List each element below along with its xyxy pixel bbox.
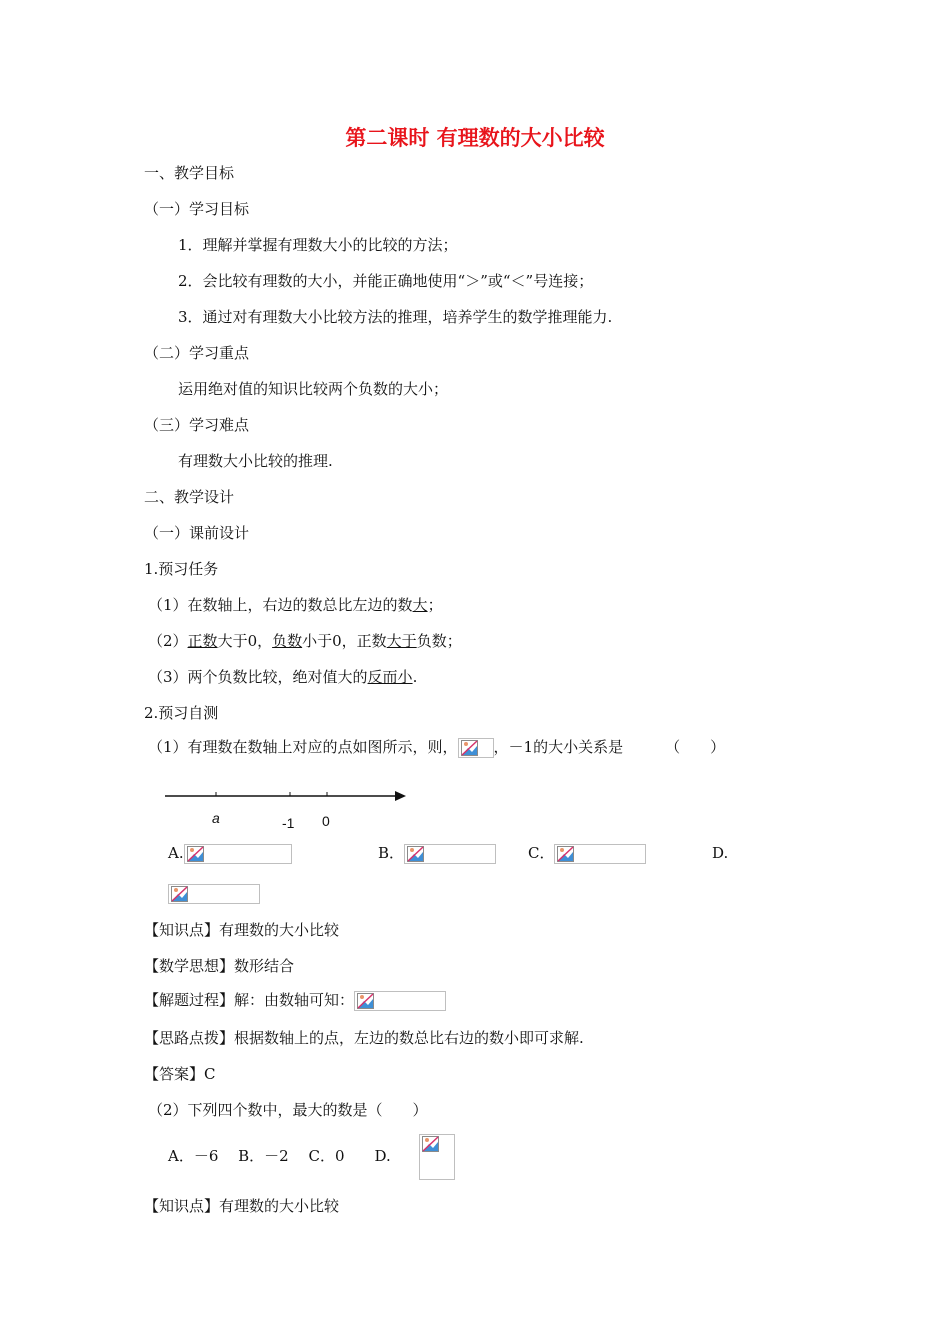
task-item-1-blank: 大 (412, 596, 428, 614)
answer (144, 1064, 216, 1084)
self-test-heading: 2.预习自测 (144, 704, 219, 722)
task-item-2-blank-1: 正数 (187, 632, 218, 650)
task-item-3-end: . (412, 668, 418, 686)
math-thought (144, 956, 294, 976)
option-d-image (168, 882, 260, 904)
solution-process-text: 解：由数轴可知： (234, 991, 355, 1009)
knowledge-point-1-text: 有理数的大小比较 (219, 921, 340, 939)
broken-image-icon (404, 844, 496, 864)
goal-item-2: 2．会比较有理数的大小，并能正确地使用“＞”或“＜”号连接； (178, 272, 594, 290)
knowledge-point-2-text: 有理数的大小比较 (219, 1197, 340, 1215)
number-line-axis (160, 782, 420, 812)
task-item-2-num: （2） (148, 632, 188, 650)
math-thought-text: 数形结合 (234, 957, 295, 975)
option-b (378, 842, 496, 864)
knowledge-point-2-tag: 【知识点】 (144, 1197, 220, 1215)
subheading-pre-class: （一）课前设计 (144, 524, 250, 542)
question-1-paren: （ ） (665, 738, 726, 756)
task-item-3 (148, 667, 417, 687)
solution-hint-tag: 【思路点拨】 (144, 1029, 235, 1047)
knowledge-point-2 (144, 1196, 339, 1216)
section-heading-goals: 一、教学目标 (144, 164, 235, 182)
section-heading-design: 二、教学设计 (144, 488, 235, 506)
solution-process-tag: 【解题过程】 (144, 991, 235, 1009)
subheading-learning-goals: （一）学习目标 (144, 200, 250, 218)
task-item-2-text-1: 大于0， (217, 632, 273, 650)
question-1 (148, 735, 725, 759)
question-1-text-2: ，－1的大小关系是 (493, 738, 624, 756)
task-item-2-blank-3: 大于 (386, 632, 417, 650)
task-item-2 (148, 631, 462, 651)
option-a-label: A. (168, 844, 184, 862)
broken-image-icon (554, 844, 646, 864)
difficulty-text: 有理数大小比较的推理. (178, 452, 333, 470)
task-item-1-text: （1）在数轴上，右边的数总比左边的数 (148, 596, 413, 614)
broken-image-icon (354, 991, 446, 1011)
option-c (528, 842, 646, 864)
subheading-key-point: （二）学习重点 (144, 344, 250, 362)
option-d (712, 842, 728, 864)
option-d-label: D. (712, 844, 729, 862)
broken-image-icon (419, 1134, 455, 1180)
task-item-3-blank: 反而小 (367, 668, 413, 686)
goal-item-3: 3．通过对有理数大小比较方法的推理，培养学生的数学推理能力. (178, 308, 613, 326)
preview-task-heading: 1.预习任务 (144, 560, 219, 578)
subheading-difficulty: （三）学习难点 (144, 416, 250, 434)
question-2-options-text: A．－6 B．－2 C．0 D. (168, 1147, 391, 1165)
page-title: 第二课时 有理数的大小比较 (345, 125, 605, 150)
number-line-figure (160, 782, 420, 842)
math-thought-tag: 【数学思想】 (144, 957, 235, 975)
knowledge-point-1-tag: 【知识点】 (144, 921, 220, 939)
task-item-3-text: （3）两个负数比较，绝对值大的 (148, 668, 368, 686)
option-c-label: C． (528, 844, 555, 862)
goal-item-1: 1．理解并掌握有理数大小的比较的方法； (178, 236, 458, 254)
task-item-1 (148, 595, 443, 615)
task-item-2-text-2: 小于0，正数 (302, 632, 387, 650)
broken-image-icon (168, 884, 260, 904)
broken-image-icon (184, 844, 292, 864)
question-2: （2）下列四个数中，最大的数是（ ） (148, 1101, 428, 1119)
broken-image-icon (458, 738, 494, 758)
option-a (168, 842, 292, 864)
answer-tag: 【答案】 (144, 1065, 205, 1083)
answer-text: C (204, 1065, 216, 1083)
solution-hint (144, 1028, 584, 1048)
task-item-1-end: ； (427, 596, 443, 614)
solution-process (144, 989, 446, 1011)
knowledge-point-1 (144, 920, 339, 940)
solution-hint-text: 根据数轴上的点，左边的数总比右边的数小即可求解. (234, 1029, 584, 1047)
option-b-label: B． (378, 844, 405, 862)
number-line-label-zero: 0 (322, 813, 330, 829)
task-item-2-end: 负数； (416, 632, 462, 650)
task-item-2-blank-2: 负数 (272, 632, 303, 650)
question-1-text: （1）有理数在数轴上对应的点如图所示，则， (148, 738, 458, 756)
question-2-options (168, 1146, 391, 1166)
number-line-label-neg1: -1 (282, 815, 295, 831)
number-line-label-a: a (212, 810, 220, 826)
key-point-text: 运用绝对值的知识比较两个负数的大小； (178, 380, 449, 398)
